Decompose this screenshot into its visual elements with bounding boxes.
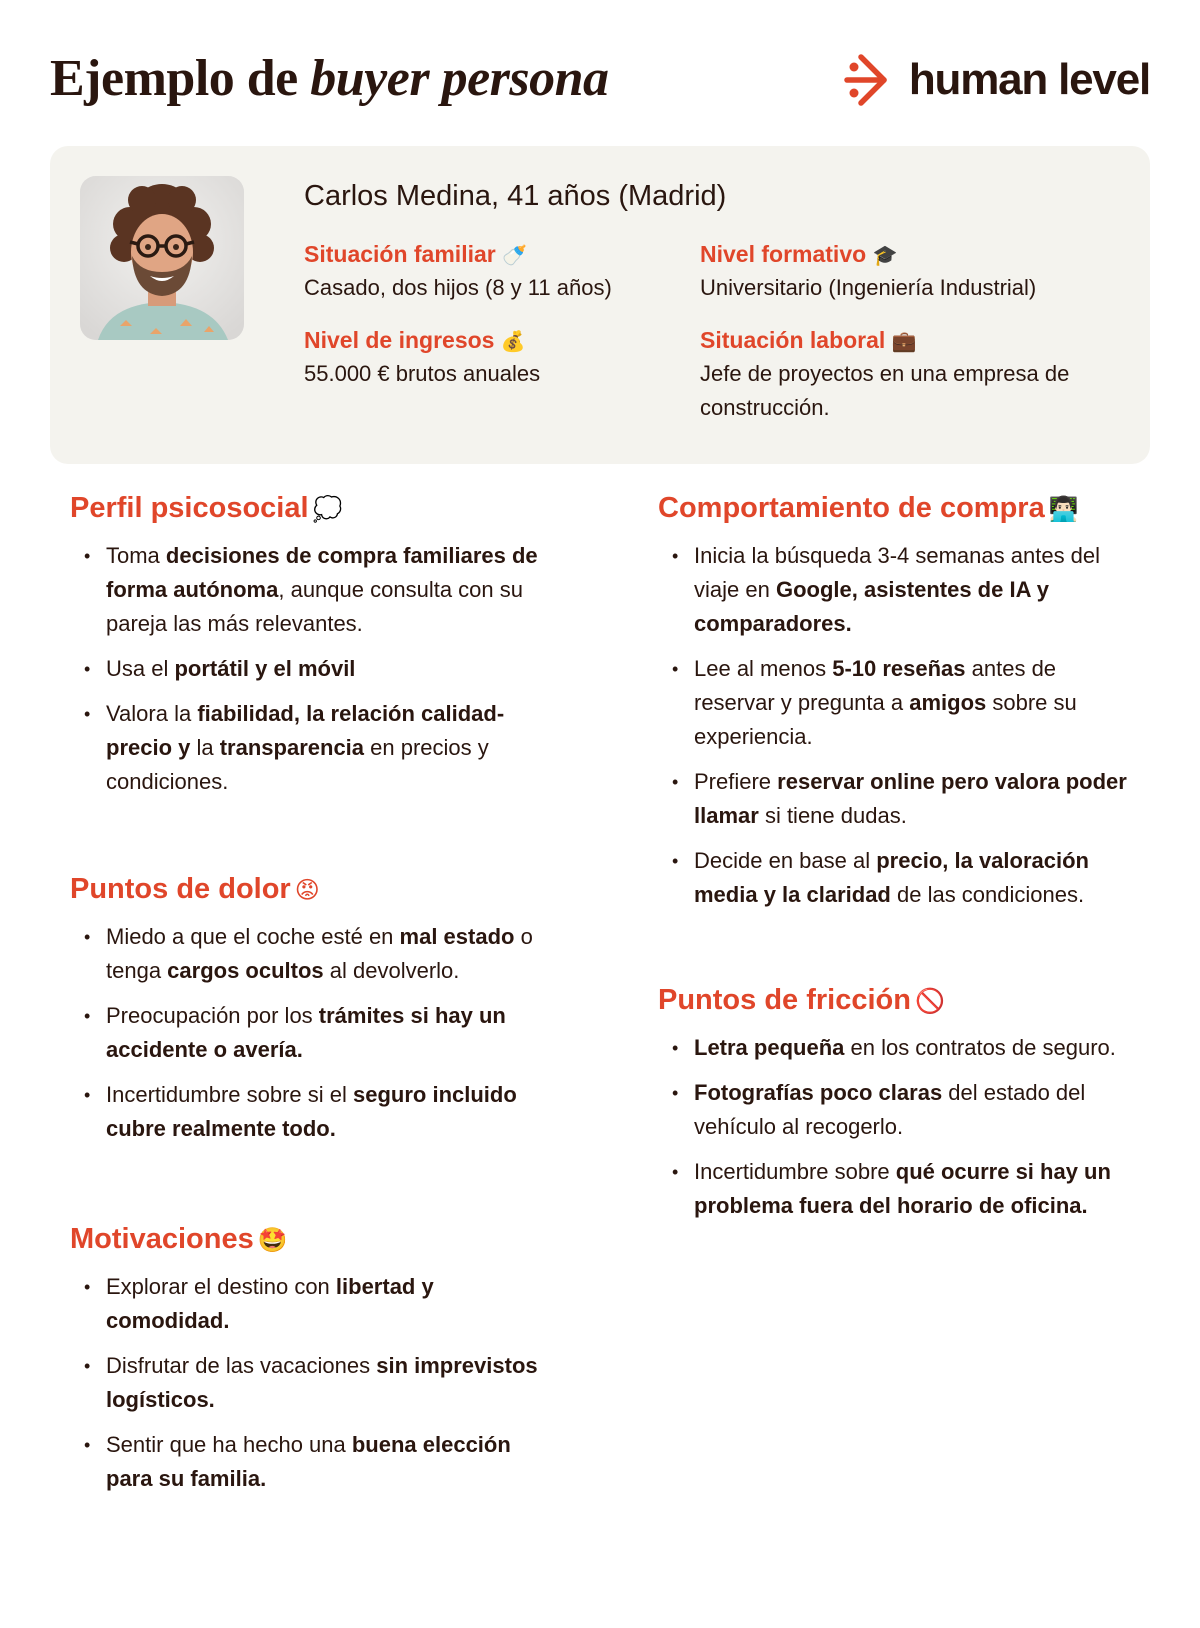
section-title xyxy=(658,980,1128,1021)
info-nivel-formativo xyxy=(700,238,1120,305)
info-value: Jefe de proyectos en una empresa de construcción. xyxy=(700,361,1070,420)
brand-logo xyxy=(841,52,1150,108)
bullet-list xyxy=(70,539,540,799)
title-italic: buyer persona xyxy=(310,50,609,107)
bullet-item: • Miedo a que el coche esté en mal estado o tenga cargos ocultos al devolverlo. xyxy=(70,920,540,988)
info-label-text: Nivel de ingresos xyxy=(304,327,495,353)
thought-bubble-icon: 💭 xyxy=(312,495,343,523)
info-label-text: Situación laboral xyxy=(700,327,886,353)
bullet-list xyxy=(658,539,1128,912)
star-struck-face-icon: 🤩 xyxy=(257,1226,288,1254)
bullet-list xyxy=(70,1270,540,1496)
page-header xyxy=(50,44,1150,114)
section-title xyxy=(70,869,540,910)
section-puntos-de-dolor xyxy=(70,869,540,1157)
section-title-text: Motivaciones xyxy=(70,1223,254,1255)
page-title xyxy=(50,44,609,114)
man-technologist-icon: 👨🏻‍💻 xyxy=(1048,495,1079,523)
bullet-item: • Lee al menos 5-10 reseñas antes de reservar y pregunta a amigos sobre su experiencia. xyxy=(658,652,1128,754)
angry-face-icon: 😡 xyxy=(294,876,320,904)
bullet-item: • Letra pequeña en los contratos de seguro. xyxy=(658,1031,1128,1065)
prohibited-icon: 🚫 xyxy=(914,987,945,1015)
bullet-item: • Explorar el destino con libertad y comodidad. xyxy=(70,1270,540,1338)
bullet-item: • Incertidumbre sobre si el seguro incluido cubre realmente todo. xyxy=(70,1078,540,1146)
bullet-item: • Usa el portátil y el móvil xyxy=(70,652,540,686)
section-title-text: Comportamiento de compra xyxy=(658,492,1045,524)
bullet-item: • Valora la fiabilidad, la relación calidad-precio y la transparencia en precios y condiciones. xyxy=(70,697,540,799)
section-title xyxy=(658,488,1128,529)
bullet-item: • Decide en base al precio, la valoración media y la claridad de las condiciones. xyxy=(658,844,1128,912)
section-title-text: Perfil psicosocial xyxy=(70,492,309,524)
section-title-text: Puntos de fricción xyxy=(658,984,911,1016)
bullet-item: • Preocupación por los trámites si hay un accidente o avería. xyxy=(70,999,540,1067)
info-value: 55.000 € brutos anuales xyxy=(304,361,541,386)
info-label xyxy=(304,238,694,271)
persona-name: Carlos Medina, 41 años (Madrid) xyxy=(304,180,727,212)
info-value: Casado, dos hijos (8 y 11 años) xyxy=(304,275,612,300)
info-label-text: Situación familiar xyxy=(304,241,496,267)
persona-photo xyxy=(80,176,244,340)
info-situacion-laboral xyxy=(700,324,1100,425)
graduation-cap-icon: 🎓 xyxy=(872,243,898,267)
bullet-item: • Prefiere reservar online pero valora poder llamar si tiene dudas. xyxy=(658,765,1128,833)
plane-arrow-icon xyxy=(841,53,895,107)
section-title-text: Puntos de dolor xyxy=(70,873,291,905)
bullet-item: • Fotografías poco claras del estado del vehículo al recogerlo. xyxy=(658,1076,1128,1144)
section-comportamiento-de-compra xyxy=(658,488,1128,923)
portrait-illustration xyxy=(80,176,244,340)
bullet-item: • Toma decisiones de compra familiares de forma autónoma, aunque consulta con su pareja las más relevantes. xyxy=(70,539,540,641)
bullet-list xyxy=(70,920,540,1146)
money-bag-icon: 💰 xyxy=(500,329,526,353)
section-perfil-psicosocial xyxy=(70,488,540,810)
briefcase-icon: 💼 xyxy=(891,329,917,353)
baby-bottle-icon: 🍼 xyxy=(502,243,528,267)
info-situacion-familiar xyxy=(304,238,694,305)
info-label xyxy=(700,238,1120,271)
bullet-list xyxy=(658,1031,1128,1223)
title-plain: Ejemplo de xyxy=(50,50,311,107)
persona-card xyxy=(50,146,1150,464)
info-nivel-ingresos xyxy=(304,324,694,391)
bullet-item: • Inicia la búsqueda 3-4 semanas antes del viaje en Google, asistentes de IA y comparadores. xyxy=(658,539,1128,641)
info-value: Universitario (Ingeniería Industrial) xyxy=(700,275,1037,300)
bullet-item: • Incertidumbre sobre qué ocurre si hay un problema fuera del horario de oficina. xyxy=(658,1155,1128,1223)
brand-name: human level xyxy=(908,55,1150,104)
info-label xyxy=(304,324,694,357)
info-label-text: Nivel formativo xyxy=(700,241,867,267)
section-title xyxy=(70,1219,540,1260)
section-motivaciones xyxy=(70,1219,540,1507)
info-label xyxy=(700,324,1100,357)
section-puntos-de-friccion xyxy=(658,980,1128,1234)
section-title xyxy=(70,488,540,529)
bullet-item: • Sentir que ha hecho una buena elección para su familia. xyxy=(70,1428,540,1496)
bullet-item: • Disfrutar de las vacaciones sin imprevistos logísticos. xyxy=(70,1349,540,1417)
